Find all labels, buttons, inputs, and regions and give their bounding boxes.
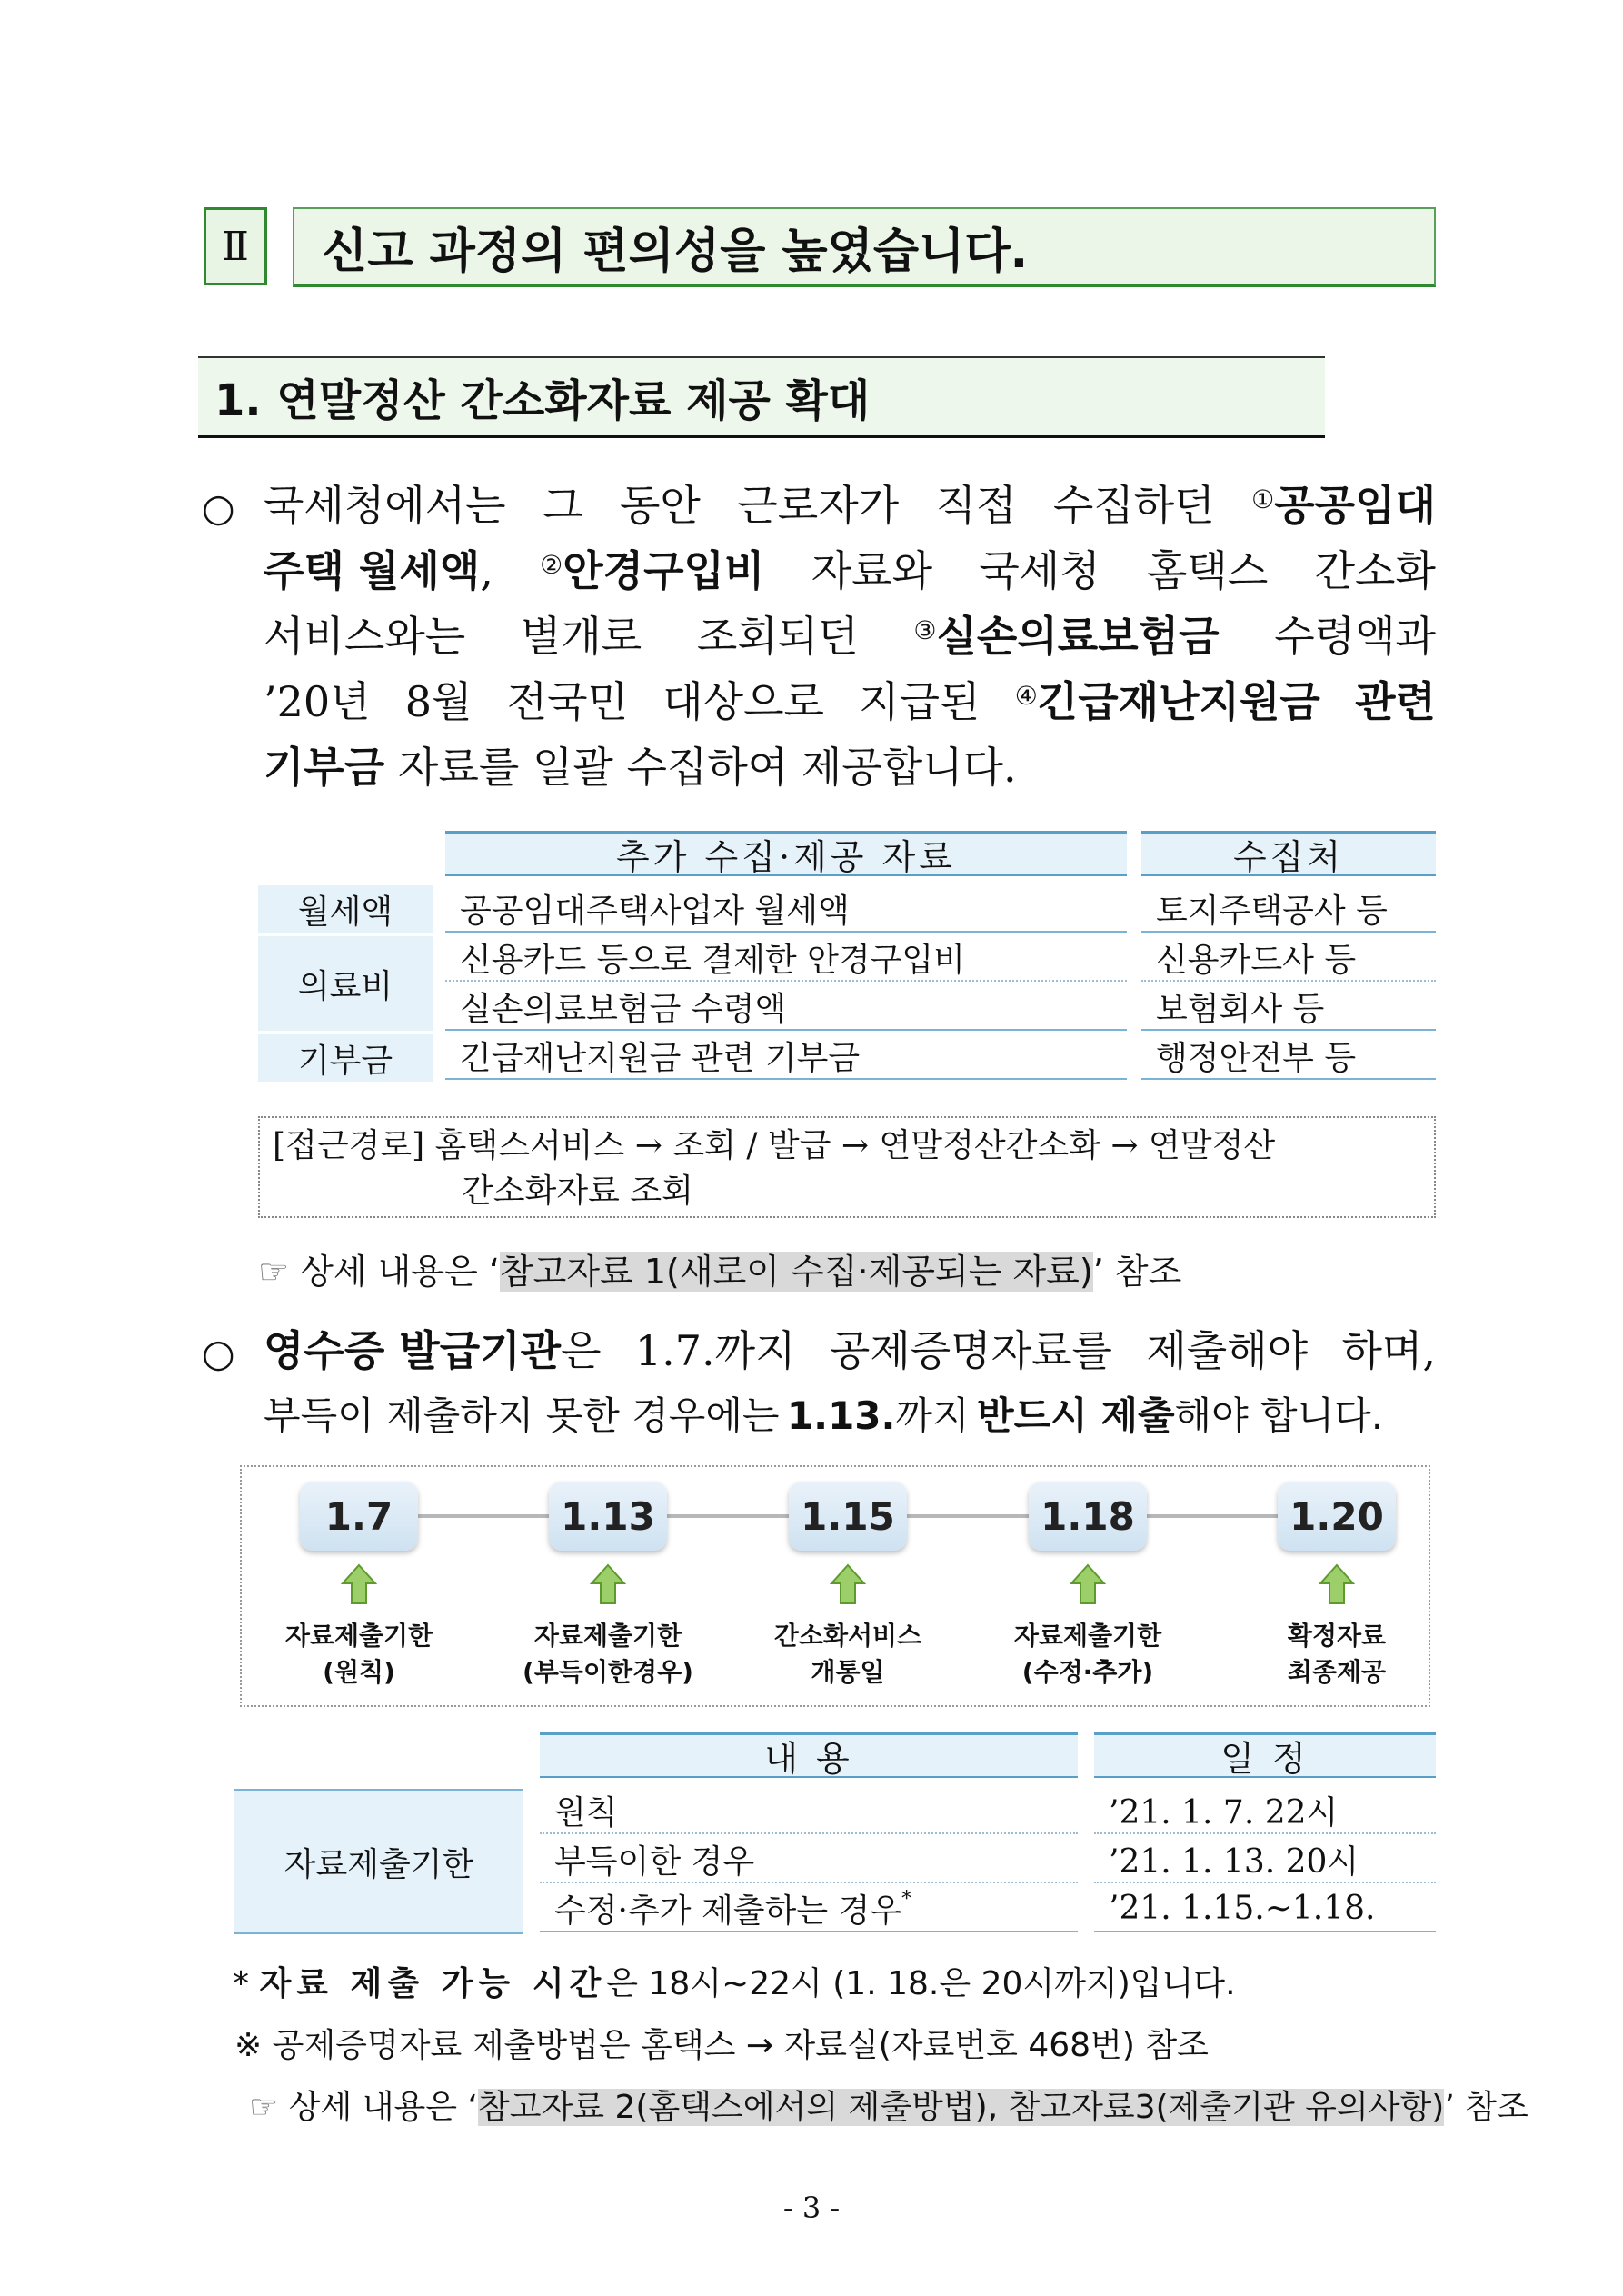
text: 그 <box>543 481 583 530</box>
up-arrow-icon <box>341 1563 377 1605</box>
table-cell: 실손의료보험금 수령액 <box>445 983 1127 1031</box>
text: ’ 참조 <box>1444 2089 1528 2126</box>
table-cell: 보험회사 등 <box>1141 983 1436 1031</box>
text: 까지 <box>895 1393 970 1438</box>
text: 하며, <box>1341 1326 1436 1375</box>
text: 해야 합니다. <box>1174 1393 1384 1438</box>
highlighted-reference: 참고자료 1(새로이 수집·제공되는 자료) <box>499 1252 1093 1292</box>
table-header-content: 추가 수집·제공 자료 <box>445 831 1127 876</box>
text: 수령액과 <box>1274 612 1436 661</box>
text: 국세청에서는 <box>264 481 506 530</box>
table-cell: ’21. 1.15.∼1.18. <box>1094 1885 1436 1932</box>
section-title: 신고 과정의 편의성을 높였습니다. <box>293 207 1436 287</box>
text: ’ 참조 <box>1092 1252 1182 1292</box>
text: ’20년 <box>264 677 371 726</box>
pointing-hand-icon: ☞ <box>258 1252 290 1292</box>
up-arrow-icon <box>1319 1563 1355 1605</box>
deadline-timeline <box>240 1465 1430 1707</box>
pointing-hand-icon: ☞ <box>249 2089 279 2126</box>
bold-text: 주택 월세액 <box>264 546 481 595</box>
table-cell: 신용카드 등으로 결제한 안경구입비 <box>445 934 1127 982</box>
access-route-box <box>258 1116 1436 1218</box>
timeline-date: 1.20 <box>1278 1482 1396 1551</box>
text: 제출해야 <box>1146 1326 1309 1375</box>
highlighted-reference: 참고자료 2(홈택스에서의 제출방법), 참고자료3(제출기관 유의사항) <box>477 2089 1445 2126</box>
circled-number: ④ <box>1014 681 1038 711</box>
text: , <box>480 546 493 595</box>
table-header-source: 수집처 <box>1141 831 1436 876</box>
text: 수집하던 <box>1052 481 1215 530</box>
text: 동안 <box>620 481 701 530</box>
text: 은 <box>561 1326 602 1375</box>
timeline-date: 1.7 <box>300 1482 418 1551</box>
bold-text: 긴급재난지원금 <box>1037 677 1320 726</box>
route-text: 간소화자료 조회 <box>462 1173 693 1210</box>
table-cell: 수정·추가 제출하는 경우 * <box>540 1885 1078 1932</box>
table-cell: 공공임대주택사업자 월세액 <box>445 885 1127 933</box>
text: 8월 <box>404 677 473 726</box>
text: 근로자가 <box>737 481 900 530</box>
bold-text: 안경구입비 <box>563 546 765 595</box>
table-cell: 부득이한 경우 <box>540 1836 1078 1883</box>
text: 조회되던 <box>696 612 859 661</box>
reference-note-1 <box>258 1243 1181 1293</box>
reference-mark-note <box>234 2020 1209 2066</box>
text: 지급된 <box>859 677 981 726</box>
footnote-mark: * <box>901 1887 912 1911</box>
footnote-time <box>233 1958 1236 2004</box>
text: 직접 <box>935 481 1017 530</box>
text: 간소화 <box>1314 546 1436 595</box>
text: 부득이 제출하지 못한 경우에는 <box>264 1393 780 1438</box>
bullet-mark: ○ <box>202 485 235 530</box>
table-cell: 신용카드사 등 <box>1141 934 1436 982</box>
text: 별개로 <box>520 612 642 661</box>
table-cell: 원칙 <box>540 1787 1078 1834</box>
reference-note-2 <box>249 2081 1528 2128</box>
row-label: 의료비 <box>258 936 433 1031</box>
subsection-title: 1. 연말정산 간소화자료 제공 확대 <box>198 356 1325 438</box>
row-label: 자료제출기한 <box>234 1789 523 1934</box>
table-cell: 행정안전부 등 <box>1141 1033 1436 1080</box>
route-text: 홈택스서비스 → 조회 / 발급 → 연말정산간소화 → 연말정산 <box>434 1127 1276 1164</box>
timeline-label: 자료제출기한 (원칙) <box>284 1621 433 1687</box>
paragraph-1 <box>264 473 1436 800</box>
footnote-mark: * <box>233 1965 249 2002</box>
row-label: 기부금 <box>258 1034 433 1082</box>
bold-text: 공공임대 <box>1274 481 1436 530</box>
text: 전국민 <box>506 677 629 726</box>
text: 홈택스 <box>1147 546 1269 595</box>
text: 상세 내용은 ‘ <box>300 1252 500 1292</box>
timeline-date: 1.15 <box>789 1482 907 1551</box>
bold-text: 실손의료보험금 <box>936 612 1220 661</box>
timeline-label: 자료제출기한 (수정·추가) <box>1013 1621 1162 1687</box>
up-arrow-icon <box>590 1563 626 1605</box>
bold-text: 자료 제출 가능 시간 <box>259 1965 607 2002</box>
paragraph-2 <box>264 1318 1436 1449</box>
text: 서비스와는 <box>264 612 466 661</box>
text: 은 18시∼22시 (1. 18.은 20시까지)입니다. <box>606 1965 1236 2002</box>
bold-text: 기부금 <box>264 743 385 792</box>
reference-mark: ※ <box>234 2027 263 2064</box>
table-cell: 토지주택공사 등 <box>1141 885 1436 933</box>
bold-text: 영수증 발급기관 <box>264 1326 562 1375</box>
circled-number: ② <box>540 550 563 580</box>
section-number: Ⅱ <box>204 207 267 285</box>
bold-text: 1.13. <box>786 1393 896 1438</box>
text: 자료를 일괄 수집하여 제공합니다. <box>398 743 1017 792</box>
bold-text: 관련 <box>1355 677 1436 726</box>
text: 공제증명자료를 <box>829 1326 1112 1375</box>
circled-number: ③ <box>913 615 937 645</box>
timeline-date: 1.13 <box>549 1482 667 1551</box>
page-number: - 3 - <box>782 2191 841 2225</box>
timeline-date: 1.18 <box>1029 1482 1147 1551</box>
text: 국세청 <box>979 546 1100 595</box>
text: 대상으로 <box>662 677 824 726</box>
row-label: 월세액 <box>258 885 433 933</box>
table-cell: 긴급재난지원금 관련 기부금 <box>445 1033 1127 1080</box>
up-arrow-icon <box>830 1563 866 1605</box>
text: 공제증명자료 제출방법은 홈택스 → 자료실(자료번호 468번) 참조 <box>272 2027 1209 2064</box>
table-header-content: 내 용 <box>540 1732 1078 1778</box>
table-cell: ’21. 1. 13. 20시 <box>1094 1836 1436 1883</box>
circled-number: ① <box>1251 484 1275 514</box>
route-prefix: [접근경로] <box>273 1127 425 1164</box>
timeline-label: 간소화서비스 개통일 <box>773 1621 922 1687</box>
text: 1.7.까지 <box>634 1326 796 1375</box>
bullet-mark: ○ <box>202 1331 235 1375</box>
timeline-label: 확정자료 최종제공 <box>1287 1621 1387 1687</box>
text: 자료와 <box>811 546 933 595</box>
bold-text: 반드시 제출 <box>977 1393 1175 1438</box>
up-arrow-icon <box>1070 1563 1106 1605</box>
table-cell: ’21. 1. 7. 22시 <box>1094 1787 1436 1834</box>
timeline-label: 자료제출기한 (부득이한경우) <box>523 1621 693 1687</box>
table-header-schedule: 일 정 <box>1094 1732 1436 1778</box>
text: 상세 내용은 ‘ <box>288 2089 478 2126</box>
